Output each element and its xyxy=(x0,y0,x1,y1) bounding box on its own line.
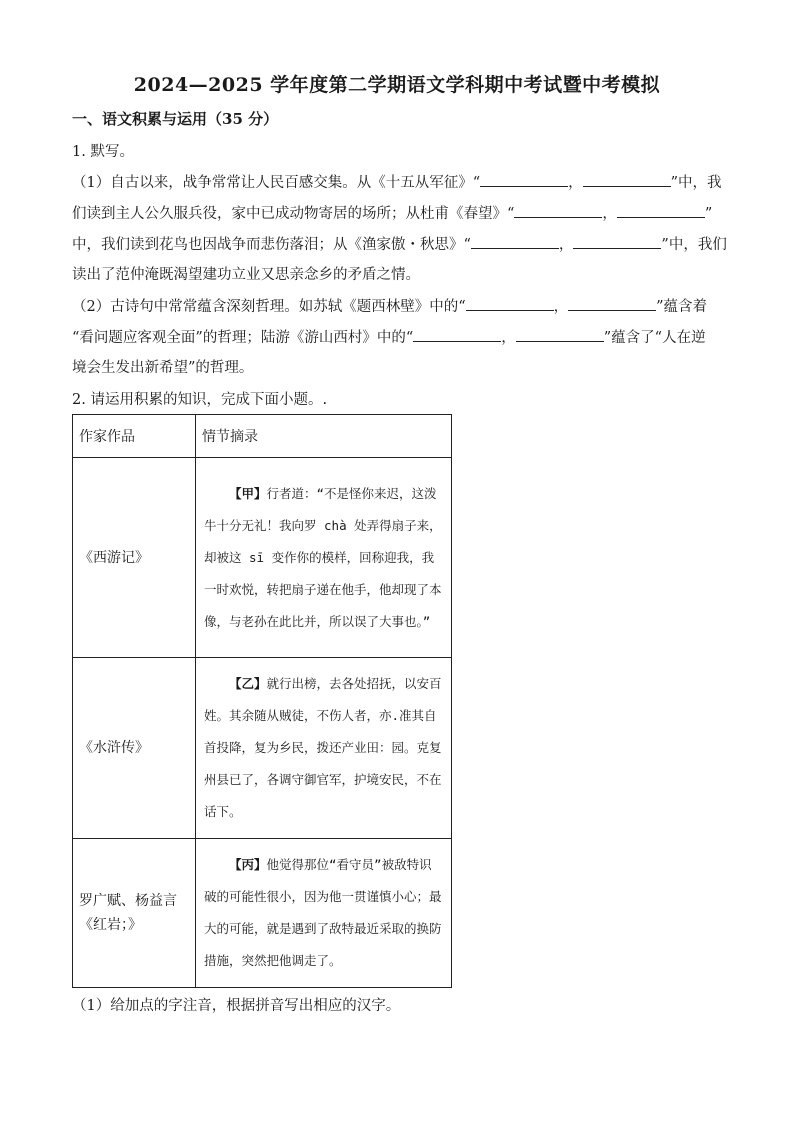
text: 们读到主人公久服兵役，家中已成动物寄居的场所；从杜甫《春望》“ xyxy=(72,206,515,222)
q1-part2-line2 xyxy=(72,327,722,348)
text: ， xyxy=(553,299,569,315)
fill-blank[interactable] xyxy=(568,296,656,311)
author-line: 罗广赋、杨益言 xyxy=(79,893,177,909)
text: ， xyxy=(501,330,516,346)
q1-part2-line1 xyxy=(72,296,722,317)
text: ”蕴含了“人在逆 xyxy=(603,330,706,346)
fill-blank[interactable] xyxy=(583,172,671,187)
excerpt-tag: 【丙】 xyxy=(229,857,267,872)
excerpt-tag: 【甲】 xyxy=(229,485,267,501)
work-title-line: 《红岩；》 xyxy=(79,917,142,933)
section-heading: 一、语文积累与运用（35 分） xyxy=(72,110,279,128)
fill-blank[interactable] xyxy=(413,327,501,342)
page-title: 2024—2025 学年度第二学期语文学科期中考试暨中考模拟 xyxy=(133,74,661,96)
q2-label: 2. 请运用积累的知识，完成下面小题。. xyxy=(72,392,328,408)
text: ， xyxy=(602,206,617,222)
table-header-row xyxy=(73,415,452,458)
text: ， xyxy=(558,237,574,253)
table-row xyxy=(73,658,452,839)
text: 中，我们读到花鸟也因战争而悲伤落泪；从《渔家傲・秋思》“ xyxy=(72,237,471,253)
text: “看问题应客观全面”的哲理；陆游《游山西村》中的“ xyxy=(72,330,414,346)
work-cell: 《西游记》 xyxy=(73,458,196,658)
q1-part1-line2 xyxy=(72,203,722,224)
header-excerpt: 情节摘录 xyxy=(196,415,452,458)
fill-blank[interactable] xyxy=(471,234,559,249)
excerpt-text: 行者道：“不是怪你来迟，这泼牛十分无礼！我向罗 chà 处弄得扇子来，却被这 sī 变作你的模样，回称迎我，我一时欢悦，转把扇子递在他手，他却现了本像，与老孙在此比并，所以误了大事也。” xyxy=(204,485,442,629)
text: ”中，我们 xyxy=(661,237,727,253)
text: （1）自古以来，战争常常让人民百感交集。从《十五从军征》“ xyxy=(72,175,481,191)
text: ”中，我 xyxy=(670,175,722,191)
q1-part1-line1 xyxy=(72,172,722,193)
fill-blank[interactable] xyxy=(617,203,705,218)
q1-part1-line4: 读出了范仲淹既渴望建功立业又思亲念乡的矛盾之情。 xyxy=(72,267,420,283)
text: ”蕴含着 xyxy=(656,299,708,315)
q2-sub1: （1）给加点的字注音，根据拼音写出相应的汉字。 xyxy=(72,998,401,1014)
table-row xyxy=(73,458,452,658)
q1-part1-line3 xyxy=(72,234,727,255)
excerpt-tag: 【乙】 xyxy=(229,676,267,691)
q1-part2-line3: 境会生发出新希望”的哲理。 xyxy=(72,360,254,376)
fill-blank[interactable] xyxy=(466,296,554,311)
header-work: 作家作品 xyxy=(73,415,196,458)
q1-label: 1. 默写。 xyxy=(72,144,134,160)
table-row xyxy=(73,839,452,988)
fill-blank[interactable] xyxy=(480,172,568,187)
work-cell: 《水浒传》 xyxy=(73,658,196,839)
text: ， xyxy=(568,175,583,191)
excerpt-cell xyxy=(196,458,452,658)
fill-blank[interactable] xyxy=(514,203,602,218)
text: ” xyxy=(704,206,713,222)
fill-blank[interactable] xyxy=(516,327,604,342)
excerpt-table xyxy=(72,414,452,988)
excerpt-cell xyxy=(196,839,452,988)
fill-blank[interactable] xyxy=(573,234,661,249)
excerpt-text: 他觉得那位“看守员”被敌特识破的可能性很小，因为他一贯谨慎小心；最大的可能，就是遇到了敌特最近采取的换防措施，突然把他调走了。 xyxy=(204,857,442,968)
excerpt-cell xyxy=(196,658,452,839)
text: （2）古诗句中常常蕴含深刻哲理。如苏轼《题西林壁》中的“ xyxy=(72,299,466,315)
excerpt-text: 就行出榜，去各处招抚，以安百姓。其余随从贼徒，不伤人者，亦.准其自首投降，复为乡民，拨还产业田：园。克复州县已了，各调守御官军，护境安民，不在话下。 xyxy=(204,676,442,819)
work-cell xyxy=(73,839,196,988)
